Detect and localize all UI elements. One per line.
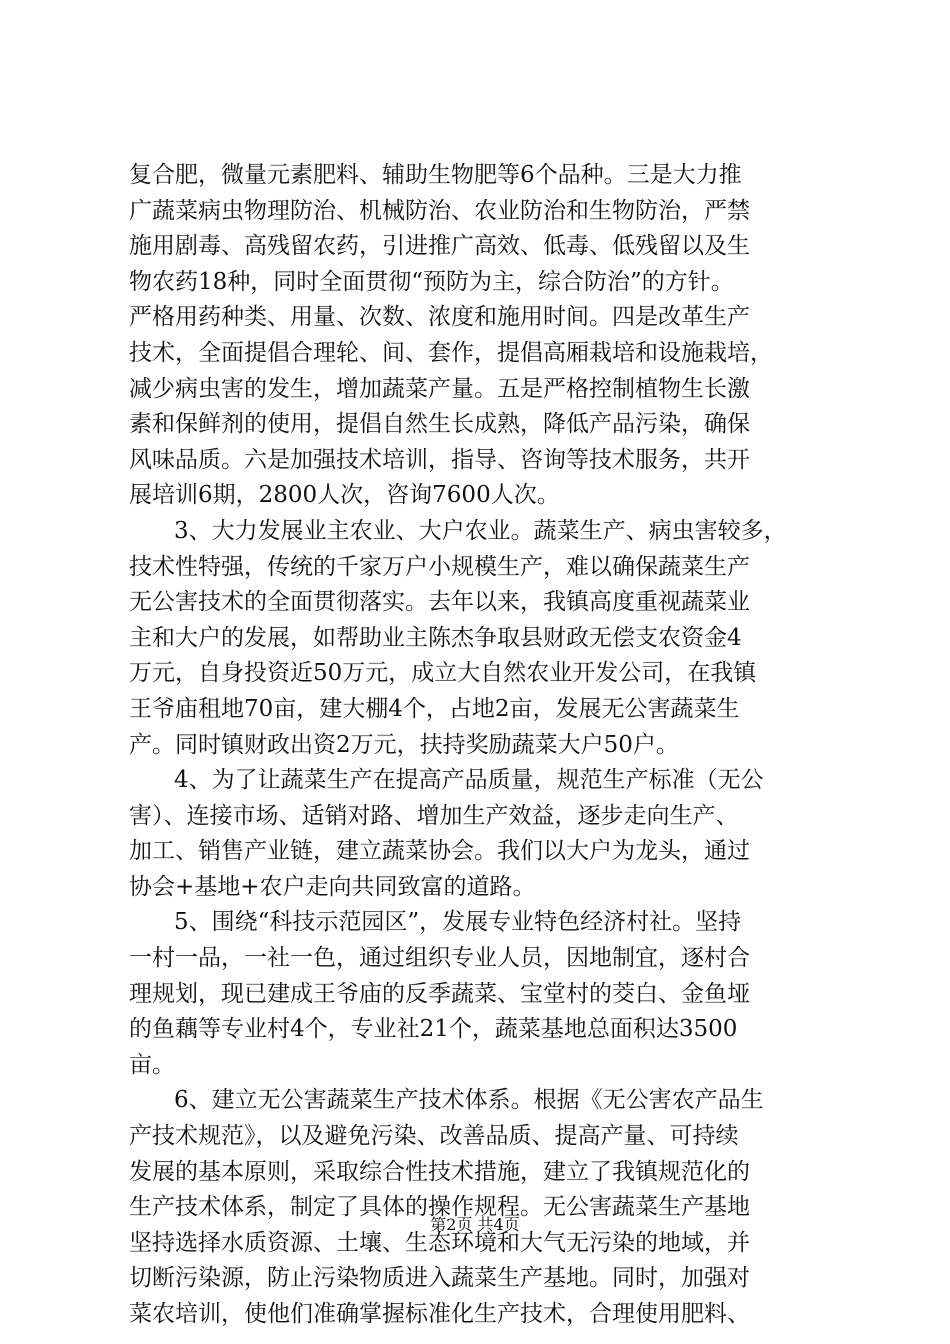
- text-line: 技术性特强，传统的千家万户小规模生产，难以确保蔬菜生产: [129, 553, 750, 580]
- text-line: 发展的基本原则，采取综合性技术措施，建立了我镇规范化的: [129, 1158, 750, 1185]
- text-line: 物农药18种，同时全面贯彻“预防为主，综合防治”的方针。: [129, 268, 734, 295]
- text-line: 协会+基地+农户走向共同致富的道路。: [129, 873, 536, 900]
- page-footer: 第2页 共4页: [430, 1215, 520, 1234]
- text-line: 素和保鲜剂的使用，提倡自然生长成熟，降低产品污染，确保: [129, 411, 750, 438]
- text-line: 一村一品，一社一色，通过组织专业人员，因地制宜，逐村合: [129, 945, 750, 972]
- text-line: 害）、连接市场、适销对路、增加生产效益，逐步走向生产、: [129, 802, 739, 829]
- text-line: 王爷庙租地70亩，建大棚4个，占地2亩，发展无公害蔬菜生: [129, 695, 740, 722]
- text-line: 广蔬菜病虫物理防治、机械防治、农业防治和生物防治，严禁: [129, 197, 750, 224]
- text-line: 切断污染源，防止污染物质进入蔬菜生产基地。同时，加强对: [129, 1265, 750, 1292]
- text-line: 风味品质。六是加强技术培训，指导、咨询等技术服务，共开: [129, 446, 750, 473]
- text-line: 的鱼藕等专业村4个，专业社21个，蔬菜基地总面积达3500: [129, 1016, 738, 1043]
- text-line: 严格用药种类、用量、次数、浓度和施用时间。四是改革生产: [129, 304, 750, 331]
- text-line: 3、大力发展业主农业、大户农业。蔬菜生产、病虫害较多，: [174, 517, 787, 544]
- text-line: 6、建立无公害蔬菜生产技术体系。根据《无公害农产品生: [174, 1087, 764, 1114]
- text-line: 主和大户的发展，如帮助业主陈杰争取县财政无偿支农资金4: [129, 624, 742, 651]
- text-line: 4、为了让蔬菜生产在提高产品质量，规范生产标准（无公: [174, 767, 764, 794]
- text-line: 展培训6期，2800人次，咨询7600人次。: [129, 482, 560, 509]
- text-line: 产。同时镇财政出资2万元，扶持奖励蔬菜大户50户。: [129, 731, 679, 758]
- text-line: 亩。: [129, 1051, 175, 1078]
- text-line: 生产技术体系，制定了具体的操作规程。无公害蔬菜生产基地: [129, 1194, 750, 1221]
- text-line: 无公害技术的全面贯彻落实。去年以来，我镇高度重视蔬菜业: [129, 589, 750, 616]
- text-line: 万元，自身投资近50万元，成立大自然农业开发公司，在我镇: [129, 660, 757, 687]
- text-line: 减少病虫害的发生，增加蔬菜产量。五是严格控制植物生长激: [129, 375, 750, 402]
- text-line: 理规划，现已建成王爷庙的反季蔬菜、宝堂村的茭白、金鱼垭: [129, 980, 750, 1007]
- text-line: 坚持选择水质资源、土壤、生态环境和大气无污染的地域，并: [129, 1229, 750, 1256]
- body-text: [129, 158, 835, 1333]
- text-line: 复合肥，微量元素肥料、辅助生物肥等6个品种。三是大力推: [129, 162, 742, 188]
- text-line: 5、围绕“科技示范园区”，发展专业特色经济村社。坚持: [174, 909, 742, 936]
- text-line: 菜农培训，使他们准确掌握标准化生产技术，合理使用肥料、: [129, 1301, 750, 1327]
- text-line: 施用剧毒、高残留农药，引进推广高效、低毒、低残留以及生: [129, 233, 750, 260]
- text-line: 加工、销售产业链，建立蔬菜协会。我们以大户为龙头，通过: [129, 838, 750, 865]
- text-line: 产技术规范》，以及避免污染、改善品质、提高产量、可持续: [129, 1123, 739, 1150]
- text-line: 技术，全面提倡合理轮、间、套作，提倡高厢栽培和设施栽培，: [129, 339, 773, 366]
